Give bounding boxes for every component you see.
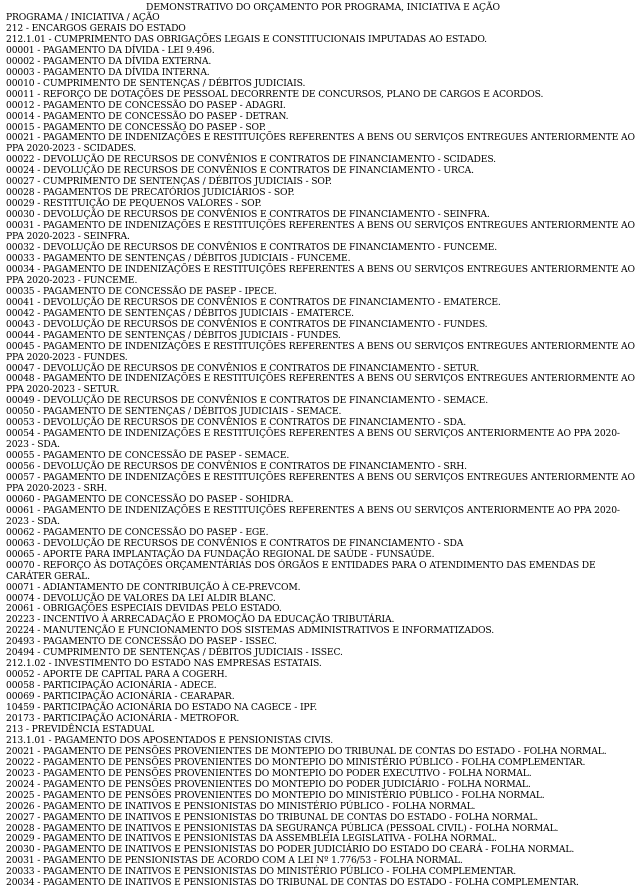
budget-line: 20029 - PAGAMENTO DE INATIVOS E PENSIONISTAS DA ASSEMBLEIA LEGISLATIVA - FOLHA NORMAL. bbox=[6, 833, 497, 845]
budget-line: 212 - ENCARGOS GERAIS DO ESTADO bbox=[6, 22, 186, 34]
budget-line: 00049 - DEVOLUÇÃO DE RECURSOS DE CONVÊNIOS E CONTRATOS DE FINANCIAMENTO - SEMACE. bbox=[6, 395, 489, 407]
budget-line: 00063 - DEVOLUÇÃO DE RECURSOS DE CONVÊNIOS E CONTRATOS DE FINANCIAMENTO - SDA bbox=[6, 537, 464, 549]
budget-line: 20021 - PAGAMENTO DE PENSÕES PROVENIENTES DE MONTEPIO DO TRIBUNAL DE CONTAS DO ESTADO - FOLHA NORMAL. bbox=[6, 745, 607, 757]
budget-line-list bbox=[6, 24, 640, 889]
budget-line: 00065 - APORTE PARA IMPLANTAÇÃO DA FUNDAÇÃO REGIONAL DE SAÚDE - FUNSAÚDE. bbox=[6, 548, 435, 560]
budget-line: 20061 - OBRIGAÇÕES ESPECIAIS DEVIDAS PELO ESTADO. bbox=[6, 603, 282, 615]
budget-line: 20026 - PAGAMENTO DE INATIVOS E PENSIONISTAS DO MINISTÉRIO PÚBLICO - FOLHA NORMAL. bbox=[6, 800, 476, 812]
budget-line: 00061 - PAGAMENTO DE INDENIZAÇÕES E RESTITUIÇÕES REFERENTES A BENS OU SERVIÇOS ANTERIORMENTE AO PPA 2020-2023 - SDA. bbox=[6, 504, 620, 527]
budget-line: 00035 - PAGAMENTO DE CONCESSÃO DE PASEP - IPECE. bbox=[6, 285, 277, 297]
budget-line: 212.1.01 - CUMPRIMENTO DAS OBRIGAÇÕES LEGAIS E CONSTITUCIONAIS IMPUTADAS AO ESTADO. bbox=[6, 33, 487, 45]
budget-line: 00052 - APORTE DE CAPITAL PARA A COGERH. bbox=[6, 669, 228, 681]
budget-line: 00021 - PAGAMENTO DE INDENIZAÇÕES E RESTITUIÇÕES REFERENTES A BENS OU SERVIÇOS ENTREGUES ANTERIORMENTE AO PPA 2020-2023 - SCIDADES. bbox=[6, 132, 635, 155]
budget-line: 00012 - PAGAMENTO DE CONCESSÃO DO PASEP - ADAGRI. bbox=[6, 99, 286, 111]
budget-line: 00044 - PAGAMENTO DE SENTENÇAS / DÉBITOS JUDICIAIS - FUNDES. bbox=[6, 329, 341, 341]
budget-line: 20493 - PAGAMENTO DE CONCESSÃO DO PASEP - ISSEC. bbox=[6, 636, 277, 648]
budget-line: 00011 - REFORÇO DE DOTAÇÕES DE PESSOAL DECORRENTE DE CONCURSOS, PLANO DE CARGOS E ACORDOS. bbox=[6, 88, 544, 100]
budget-line: 00054 - PAGAMENTO DE INDENIZAÇÕES E RESTITUIÇÕES REFERENTES A BENS OU SERVIÇOS ANTERIORMENTE AO PPA 2020-2023 - SDA. bbox=[6, 428, 620, 451]
budget-line: 20025 - PAGAMENTO DE PENSÕES PROVENIENTES DO MONTEPIO DO MINISTÉRIO PÚBLICO - FOLHA NORMAL. bbox=[6, 789, 545, 801]
budget-line: 00015 - PAGAMENTO DE CONCESSÃO DO PASEP - SOP. bbox=[6, 121, 266, 133]
budget-line: 00043 - DEVOLUÇÃO DE RECURSOS DE CONVÊNIOS E CONTRATOS DE FINANCIAMENTO - FUNDES. bbox=[6, 318, 488, 330]
budget-line: 213.1.01 - PAGAMENTO DOS APOSENTADOS E PENSIONISTAS CIVIS. bbox=[6, 734, 333, 746]
budget-line: 00041 - DEVOLUÇÃO DE RECURSOS DE CONVÊNIOS E CONTRATOS DE FINANCIAMENTO - EMATERCE. bbox=[6, 296, 501, 308]
budget-line: 00031 - PAGAMENTO DE INDENIZAÇÕES E RESTITUIÇÕES REFERENTES A BENS OU SERVIÇOS ENTREGUES ANTERIORMENTE AO PPA 2020-2023 - SEINFRA. bbox=[6, 220, 635, 243]
budget-line: 00057 - PAGAMENTO DE INDENIZAÇÕES E RESTITUIÇÕES REFERENTES A BENS OU SERVIÇOS ENTREGUES ANTERIORMENTE AO PPA 2020-2023 - SRH. bbox=[6, 472, 635, 494]
budget-line: 00010 - CUMPRIMENTO DE SENTENÇAS / DÉBITOS JUDICIAIS. bbox=[6, 77, 306, 89]
budget-line: 20034 - PAGAMENTO DE INATIVOS E PENSIONISTAS DO TRIBUNAL DE CONTAS DO ESTADO - FOLHA COMPLEMENTAR. bbox=[6, 877, 579, 889]
budget-line: 20173 - PARTICIPAÇÃO ACIONÁRIA - METROFOR. bbox=[6, 713, 240, 724]
budget-line: 00042 - PAGAMENTO DE SENTENÇAS / DÉBITOS JUDICIAIS - EMATERCE. bbox=[6, 307, 354, 319]
budget-line: 00056 - DEVOLUÇÃO DE RECURSOS DE CONVÊNIOS E CONTRATOS DE FINANCIAMENTO - SRH. bbox=[6, 461, 467, 473]
budget-line: 00050 - PAGAMENTO DE SENTENÇAS / DÉBITOS JUDICIAIS - SEMACE. bbox=[6, 406, 342, 418]
budget-line: 00033 - PAGAMENTO DE SENTENÇAS / DÉBITOS JUDICIAIS - FUNCEME. bbox=[6, 252, 351, 264]
budget-line: 00069 - PARTICIPAÇÃO ACIONÁRIA - CEARAPAR. bbox=[6, 691, 235, 703]
budget-line: 00070 - REFORÇO ÀS DOTAÇÕES ORÇAMENTÁRIAS DOS ÓRGÃOS E ENTIDADES PARA O ATENDIMENTO DAS EMENDAS DE CARÁTER GERAL. bbox=[6, 559, 596, 582]
budget-line: 00047 - DEVOLUÇÃO DE RECURSOS DE CONVÊNIOS E CONTRATOS DE FINANCIAMENTO - SETUR. bbox=[6, 362, 480, 374]
budget-line: 00060 - PAGAMENTO DE CONCESSÃO DO PASEP - SOHIDRA. bbox=[6, 493, 294, 505]
budget-line: 00030 - DEVOLUÇÃO DE RECURSOS DE CONVÊNIOS E CONTRATOS DE FINANCIAMENTO - SEINFRA. bbox=[6, 209, 490, 221]
budget-line: 00048 - PAGAMENTO DE INDENIZAÇÕES E RESTITUIÇÕES REFERENTES A BENS OU SERVIÇOS ENTREGUES ANTERIORMENTE AO PPA 2020-2023 - SETUR. bbox=[6, 373, 635, 396]
budget-line: 20027 - PAGAMENTO DE INATIVOS E PENSIONISTAS DO TRIBUNAL DE CONTAS DO ESTADO - FOLHA NORMAL. bbox=[6, 811, 539, 823]
budget-line: 20023 - PAGAMENTO DE PENSÕES PROVENIENTES DO MONTEPIO DO PODER EXECUTIVO - FOLHA NORMAL. bbox=[6, 767, 532, 779]
budget-line: 00027 - CUMPRIMENTO DE SENTENÇAS / DÉBITOS JUDICIAIS - SOP. bbox=[6, 176, 332, 188]
budget-line: 00053 - DEVOLUÇÃO DE RECURSOS DE CONVÊNIOS E CONTRATOS DE FINANCIAMENTO - SDA. bbox=[6, 417, 466, 429]
budget-line: 10459 - PARTICIPAÇÃO ACIONÁRIA DO ESTADO NA CAGECE - IPF. bbox=[6, 702, 318, 714]
budget-line: 20022 - PAGAMENTO DE PENSÕES PROVENIENTES DO MONTEPIO DO MINISTÉRIO PÚBLICO - FOLHA COMPLEMENTAR. bbox=[6, 756, 586, 768]
column-header: PROGRAMA / INICIATIVA / AÇÃO bbox=[6, 12, 160, 23]
budget-line: 00024 - DEVOLUÇÃO DE RECURSOS DE CONVÊNIOS E CONTRATOS DE FINANCIAMENTO - URCA. bbox=[6, 165, 474, 177]
budget-line: 20028 - PAGAMENTO DE INATIVOS E PENSIONISTAS DA SEGURANÇA PÚBLICA (PESSOAL CIVIL) - FOLHA NORMAL. bbox=[6, 822, 559, 834]
budget-line: 20033 - PAGAMENTO DE INATIVOS E PENSIONISTAS DO MINISTÉRIO PÚBLICO - FOLHA COMPLEMENTAR. bbox=[6, 866, 517, 878]
budget-line: 00034 - PAGAMENTO DE INDENIZAÇÕES E RESTITUIÇÕES REFERENTES A BENS OU SERVIÇOS ENTREGUES ANTERIORMENTE AO PPA 2020-2023 - FUNCEME. bbox=[6, 263, 635, 286]
budget-line: 20030 - PAGAMENTO DE INATIVOS E PENSIONISTAS DO PODER JUDICIÁRIO DO ESTADO DO CEARÁ - FOLHA NORMAL. bbox=[6, 844, 575, 856]
budget-line: 00001 - PAGAMENTO DA DÍVIDA - LEI 9.496. bbox=[6, 44, 215, 56]
budget-line: 00045 - PAGAMENTO DE INDENIZAÇÕES E RESTITUIÇÕES REFERENTES A BENS OU SERVIÇOS ENTREGUES ANTERIORMENTE AO PPA 2020-2023 - FUNDES. bbox=[6, 340, 635, 363]
budget-line: 00002 - PAGAMENTO DA DÍVIDA EXTERNA. bbox=[6, 55, 212, 67]
budget-line: 212.1.02 - INVESTIMENTO DO ESTADO NAS EMPRESAS ESTATAIS. bbox=[6, 658, 322, 670]
budget-line: 00058 - PARTICIPAÇÃO ACIONÁRIA - ADECE. bbox=[6, 680, 217, 692]
budget-line: 00003 - PAGAMENTO DA DÍVIDA INTERNA. bbox=[6, 66, 210, 78]
budget-line: 00032 - DEVOLUÇÃO DE RECURSOS DE CONVÊNIOS E CONTRATOS DE FINANCIAMENTO - FUNCEME. bbox=[6, 242, 498, 254]
budget-line: 00028 - PAGAMENTOS DE PRECATÓRIOS JUDICIÁRIOS - SOP. bbox=[6, 187, 295, 199]
budget-line: 00022 - DEVOLUÇÃO DE RECURSOS DE CONVÊNIOS E CONTRATOS DE FINANCIAMENTO - SCIDADES. bbox=[6, 154, 496, 166]
budget-line: 213 - PREVIDÊNCIA ESTADUAL bbox=[6, 723, 154, 735]
budget-line: 00055 - PAGAMENTO DE CONCESSÃO DE PASEP - SEMACE. bbox=[6, 450, 290, 462]
budget-line: 20031 - PAGAMENTO DE PENSIONISTAS DE ACORDO COM A LEI Nº 1.776/53 - FOLHA NORMAL. bbox=[6, 855, 463, 867]
budget-line: 00074 - DEVOLUÇÃO DE VALORES DA LEI ALDIR BLANC. bbox=[6, 592, 276, 604]
budget-line: 20224 - MANUTENÇÃO E FUNCIONAMENTO DOS SISTEMAS ADMINISTRATIVOS E INFORMATIZADOS. bbox=[6, 625, 495, 637]
budget-line: 00071 - ADIANTAMENTO DE CONTRIBUIÇÃO À CE-PREVCOM. bbox=[6, 581, 301, 593]
budget-line: 20494 - CUMPRIMENTO DE SENTENÇAS / DÉBITOS JUDICIAIS - ISSEC. bbox=[6, 647, 343, 659]
budget-line: 20223 - INCENTIVO À ARRECADAÇÃO E PROMOÇÃO DA EDUCAÇÃO TRIBUTÁRIA. bbox=[6, 614, 395, 626]
budget-line: 00029 - RESTITUIÇÃO DE PEQUENOS VALORES - SOP. bbox=[6, 198, 262, 210]
budget-line: 00062 - PAGAMENTO DE CONCESSÃO DO PASEP - EGE. bbox=[6, 526, 269, 538]
budget-line: 20024 - PAGAMENTO DE PENSÕES PROVENIENTES DO MONTEPIO DO PODER JUDICIÁRIO - FOLHA NORMAL. bbox=[6, 778, 531, 790]
document-title: DEMONSTRATIVO DO ORÇAMENTO POR PROGRAMA, INICIATIVA E AÇÃO bbox=[146, 2, 500, 13]
budget-line: 00014 - PAGAMENTO DE CONCESSÃO DO PASEP - DETRAN. bbox=[6, 110, 289, 122]
